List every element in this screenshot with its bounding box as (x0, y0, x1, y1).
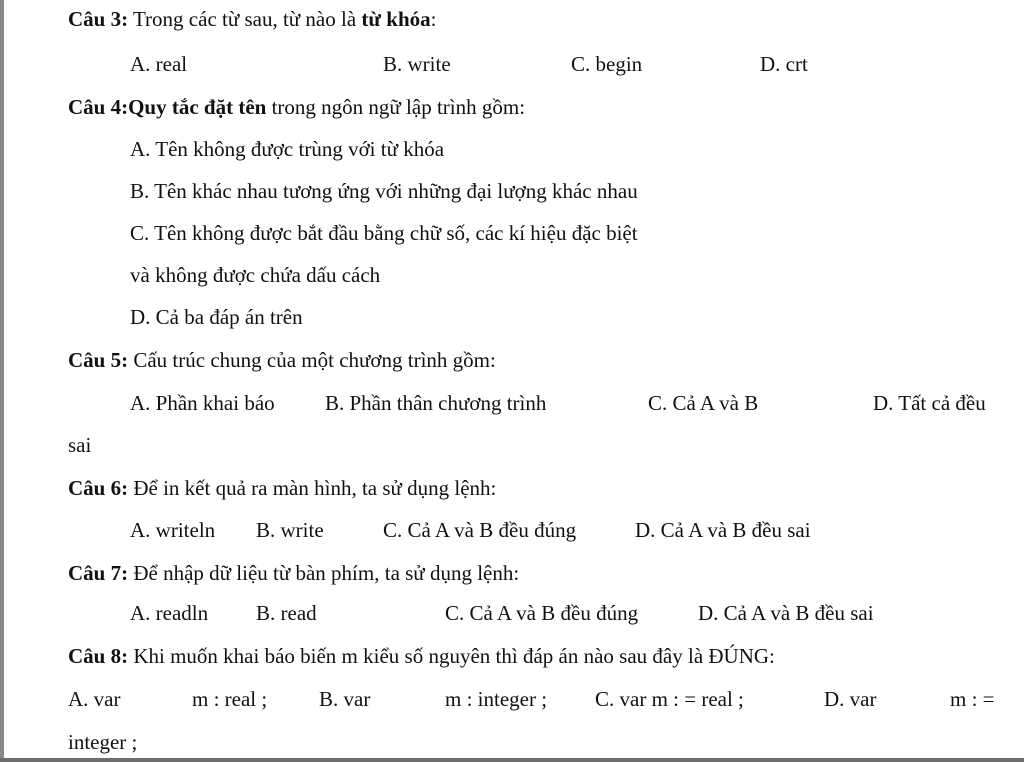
question-7 (68, 560, 519, 586)
q5-option-c: C. Cả A và B (648, 391, 759, 415)
q3-option-c: C. begin (571, 52, 643, 76)
q7-option-c: C. Cả A và B đều đúng (445, 601, 639, 625)
question-4-text: trong ngôn ngữ lập trình gồm: (266, 95, 526, 119)
q4-option-d: D. Cả ba đáp án trên (130, 305, 303, 329)
q7-option-d: D. Cả A và B đều sai (698, 601, 874, 625)
q8-option-a-decl: m : real ; (192, 687, 268, 711)
q5-option-d-continued: sai (68, 433, 92, 457)
q8-option-d-keyword: D. var (824, 687, 877, 711)
question-5-text: Cấu trúc chung của một chương trình gồm: (128, 348, 496, 372)
question-6 (68, 475, 496, 501)
question-7-label: Câu 7: (68, 561, 129, 585)
q8-option-b-decl: m : integer ; (445, 687, 548, 711)
q3-option-b: B. write (383, 52, 451, 76)
question-3-text: Trong các từ sau, từ nào là (128, 7, 362, 31)
q6-option-b: B. write (256, 518, 324, 542)
question-8-label: Câu 8: (68, 644, 129, 668)
page-left-border (0, 0, 4, 762)
q5-option-b: B. Phần thân chương trình (325, 391, 547, 415)
question-8-text: Khi muốn khai báo biến m kiểu số nguyên thì đáp án nào sau đây là ĐÚNG: (128, 644, 775, 668)
question-3-label: Câu 3: (68, 7, 129, 31)
q8-option-d-continued: integer ; (68, 730, 138, 754)
page-bottom-border (0, 758, 1024, 762)
q8-option-d-decl: m : = (950, 687, 995, 711)
q6-option-c: C. Cả A và B đều đúng (383, 518, 577, 542)
q6-option-d: D. Cả A và B đều sai (635, 518, 811, 542)
question-3-end: : (430, 7, 437, 31)
q5-option-a: A. Phần khai báo (130, 391, 275, 415)
q3-option-a: A. real (130, 52, 188, 76)
question-5-label: Câu 5: (68, 348, 129, 372)
question-4-label: Câu 4:Quy tắc đặt tên (68, 95, 267, 119)
q3-option-d: D. crt (760, 52, 808, 76)
q8-option-c: C. var m : = real ; (595, 687, 744, 711)
question-6-label: Câu 6: (68, 476, 129, 500)
question-3-bold-text: từ khóa (361, 7, 431, 31)
question-8 (68, 643, 775, 669)
q7-option-b: B. read (256, 601, 317, 625)
q8-option-b-keyword: B. var (319, 687, 371, 711)
q4-option-c: C. Tên không được bắt đầu bằng chữ số, các kí hiệu đặc biệt (130, 221, 638, 245)
q5-option-d: D. Tất cả đều (873, 391, 986, 415)
question-7-text: Để nhập dữ liệu từ bàn phím, ta sử dụng lệnh: (128, 561, 520, 585)
q6-option-a: A. writeln (130, 518, 216, 542)
q4-option-b: B. Tên khác nhau tương ứng với những đại lượng khác nhau (130, 179, 638, 203)
q4-option-a: A. Tên không được trùng với từ khóa (130, 137, 445, 161)
question-5 (68, 347, 496, 373)
q7-option-a: A. readln (130, 601, 209, 625)
question-4 (68, 94, 525, 120)
question-6-text: Để in kết quả ra màn hình, ta sử dụng lệnh: (128, 476, 497, 500)
q4-option-c-continued: và không được chứa dấu cách (130, 263, 381, 287)
question-3 (68, 6, 436, 32)
q8-option-a-keyword: A. var (68, 687, 121, 711)
